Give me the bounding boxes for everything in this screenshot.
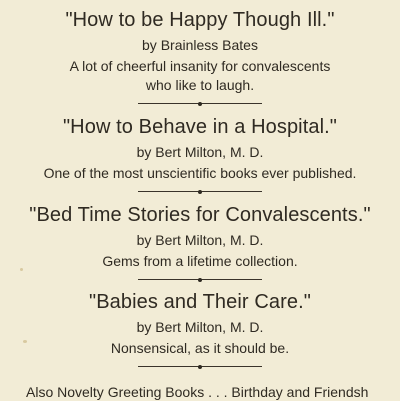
ornamental-divider <box>138 103 262 104</box>
book-description: Gems from a lifetime collection. <box>102 253 298 269</box>
book-entry <box>0 290 400 358</box>
ornamental-divider <box>138 366 262 367</box>
book-author: by Bert Milton, M. D. <box>136 144 264 160</box>
footer-text: Also Novelty Greeting Books . . . Birthday and Friendsh <box>26 384 369 400</box>
book-author: by Bert Milton, M. D. <box>136 232 264 248</box>
book-title: "Babies and Their Care." <box>89 291 311 313</box>
ornamental-divider <box>138 191 262 192</box>
divider-dot-icon <box>198 365 202 369</box>
book-title: "How to Behave in a Hospital." <box>62 116 337 138</box>
divider-dot-icon <box>198 102 202 106</box>
book-author: by Bert Milton, M. D. <box>136 319 264 335</box>
book-description: A lot of cheerful insanity for convalescents <box>69 58 331 74</box>
ornamental-divider <box>138 279 262 280</box>
book-description: Nonsensical, as it should be. <box>110 340 290 356</box>
book-author: by Brainless Bates <box>142 37 258 53</box>
divider-dot-icon <box>198 278 202 282</box>
book-title: "Bed Time Stories for Convalescents." <box>29 204 371 226</box>
book-description: One of the most unscientific books ever published. <box>43 165 357 181</box>
book-entry <box>0 8 400 95</box>
book-entry <box>0 203 400 271</box>
book-entry <box>0 115 400 183</box>
paper-speck <box>20 268 23 271</box>
paper-speck <box>23 340 27 343</box>
book-description: who like to laugh. <box>145 77 255 93</box>
divider-dot-icon <box>198 190 202 194</box>
book-title: "How to be Happy Though Ill." <box>65 9 335 31</box>
